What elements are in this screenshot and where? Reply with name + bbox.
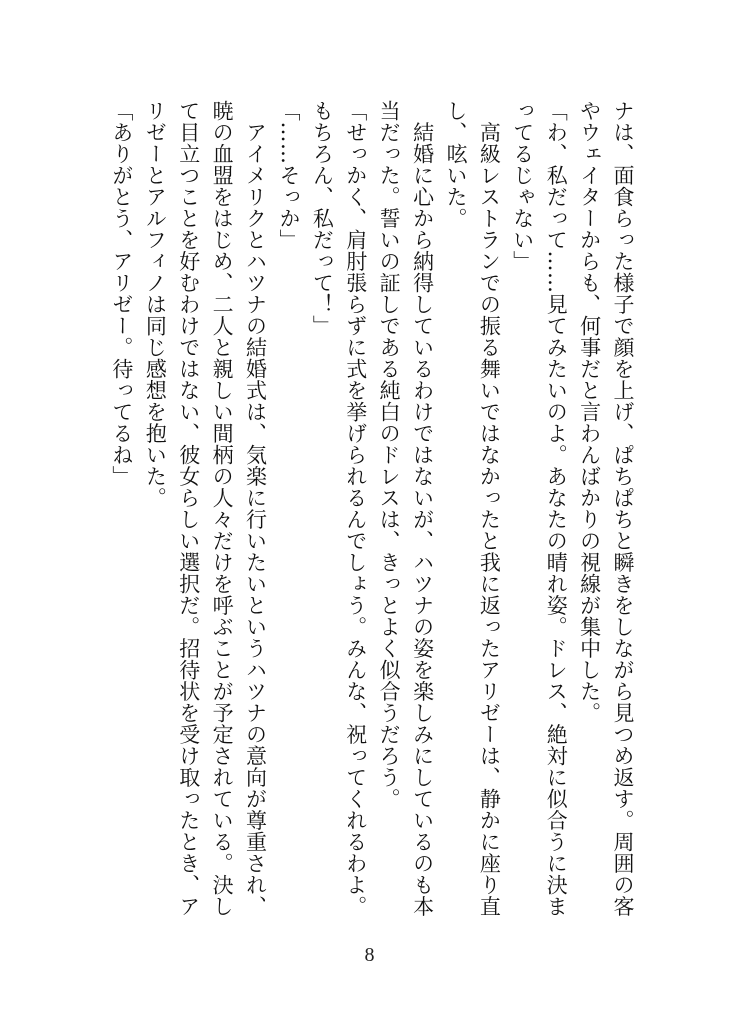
text-line-16: 「ありがとう、アリゼー。待ってるね」 (109, 100, 134, 487)
page-number: 8 (364, 944, 375, 966)
vertical-text-body (105, 100, 640, 920)
text-line-14: て目立つことを好むわけではない、彼女らしい選択だ。招待状を受け取ったとき、ア (176, 100, 201, 917)
text-line-4: ってるじゃない」 (510, 100, 535, 272)
text-line-11: 「……そっか」 (276, 100, 301, 251)
text-line-1: ナは、面食らった様子で顔を上げ、ぱちぱちと瞬きをしながら見つめ返す。周囲の客 (611, 100, 635, 917)
text-line-13: 暁の血盟をはじめ、二人と親しい間柄の人々だけを呼ぶことが予定されている。決し (210, 100, 235, 917)
text-line-3: 「わ、私だって……見てみたいのよ。あなたの晴れ姿。ドレス、絶対に似合うに決ま (544, 100, 569, 917)
text-line-2: やウェイターからも、何事だと言わんばかりの視線が集中した。 (577, 100, 602, 724)
text-line-9: 「せっかく、肩肘張らずに式を挙げられるんでしょう。みんな、祝ってくれるわよ。 (343, 100, 368, 917)
text-line-6: し、呟いた。 (443, 100, 468, 229)
text-line-5: 高級レストランでの振る舞いではなかったと我に返ったアリゼーは、静かに座り直 (477, 100, 502, 917)
text-line-10: もちろん、私だって！」 (310, 100, 335, 337)
text-line-8: 当だった。誓いの証しである純白のドレスは、きっとよく似合うだろう。 (377, 100, 402, 810)
text-line-7: 結婚に心から納得しているわけではないが、ハツナの姿を楽しみにしているのも本 (410, 100, 435, 917)
text-line-15: リゼーとアルフィノは同じ感想を抱いた。 (143, 100, 168, 509)
text-line-12: アイメリクとハツナの結婚式は、気楽に行いたいというハツナの意向が尊重され、 (243, 100, 268, 917)
